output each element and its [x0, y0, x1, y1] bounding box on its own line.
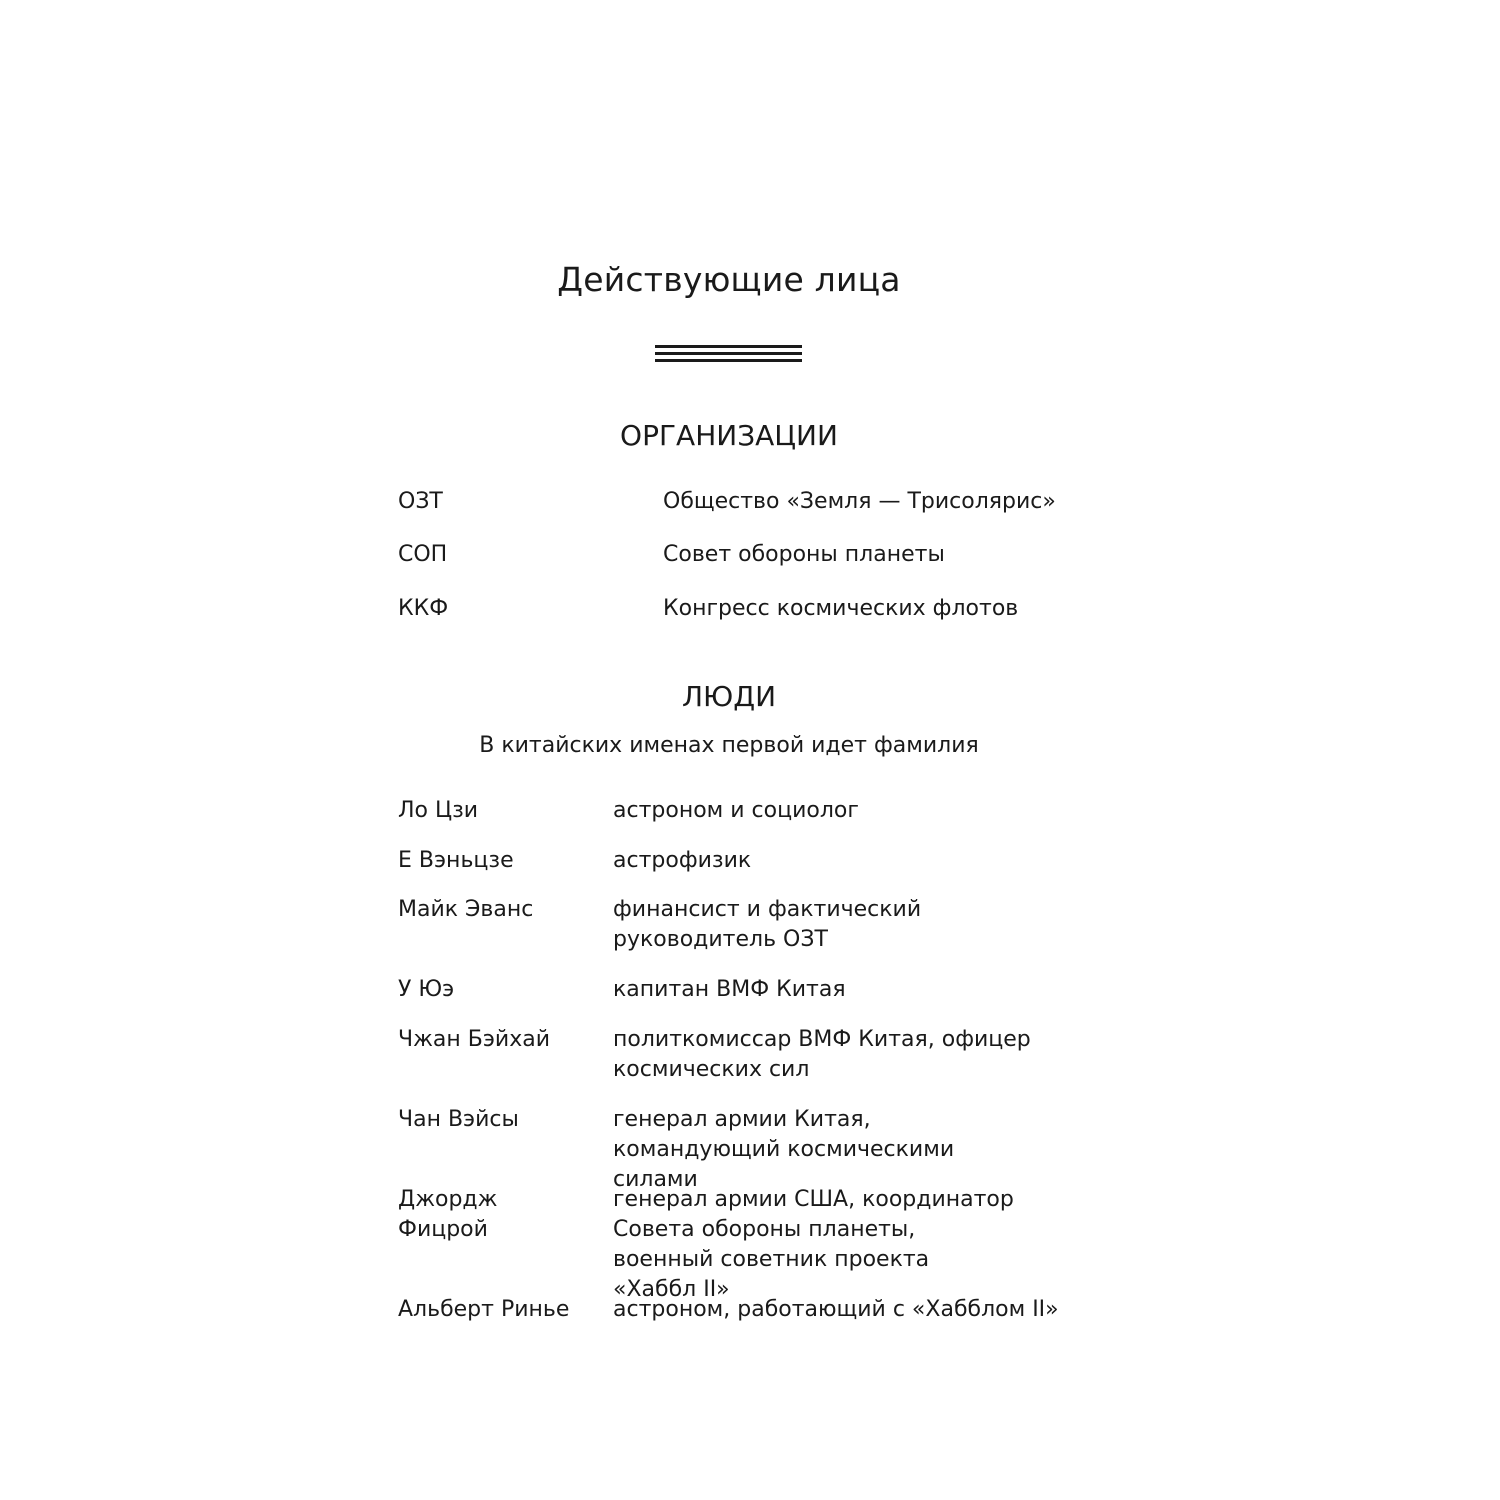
organization-abbr: ККФ: [398, 596, 449, 621]
person-role: астроном и социолог: [613, 798, 859, 823]
person-role: политкомиссар ВМФ Китая, офицер космических сил: [613, 1027, 1031, 1082]
person-role: генерал армии Китая, командующий космическими силами: [613, 1107, 955, 1192]
person-name: Чжан Бэйхай: [398, 1027, 551, 1052]
organization-name: Общество «Земля — Трисолярис»: [663, 489, 1056, 514]
ornament-line: [655, 359, 802, 362]
organization-abbr: СОП: [398, 542, 448, 567]
people-heading: ЛЮДИ: [681, 680, 777, 713]
person-role: финансист и фактический руководитель ОЗТ: [613, 897, 922, 952]
person-name: Е Вэньцзе: [398, 848, 514, 873]
title-ornament: [655, 345, 802, 362]
person-role: астроном, работающий с «Хабблом II»: [613, 1297, 1059, 1322]
people-note: В китайских именах первой идет фамилия: [479, 733, 979, 758]
organizations-heading: ОРГАНИЗАЦИИ: [620, 419, 838, 452]
page-title: Действующие лица: [557, 260, 901, 299]
person-name: Майк Эванс: [398, 897, 534, 922]
ornament-line: [655, 352, 802, 355]
organization-abbr: ОЗТ: [398, 489, 443, 514]
person-name: У Юэ: [398, 977, 455, 1002]
ornament-line: [655, 345, 802, 348]
person-name: Альберт Ринье: [398, 1297, 570, 1322]
person-role: капитан ВМФ Китая: [613, 977, 846, 1002]
person-role: астрофизик: [613, 848, 752, 873]
person-name: Чан Вэйсы: [398, 1107, 519, 1132]
organization-name: Конгресс космических флотов: [663, 596, 1019, 621]
person-role: генерал армии США, координатор Совета обороны планеты, военный советник проекта «Хаббл II»: [613, 1187, 1014, 1302]
organization-name: Совет обороны планеты: [663, 542, 945, 567]
person-name: Ло Цзи: [398, 798, 479, 823]
person-name: Джордж Фицрой: [398, 1187, 498, 1242]
